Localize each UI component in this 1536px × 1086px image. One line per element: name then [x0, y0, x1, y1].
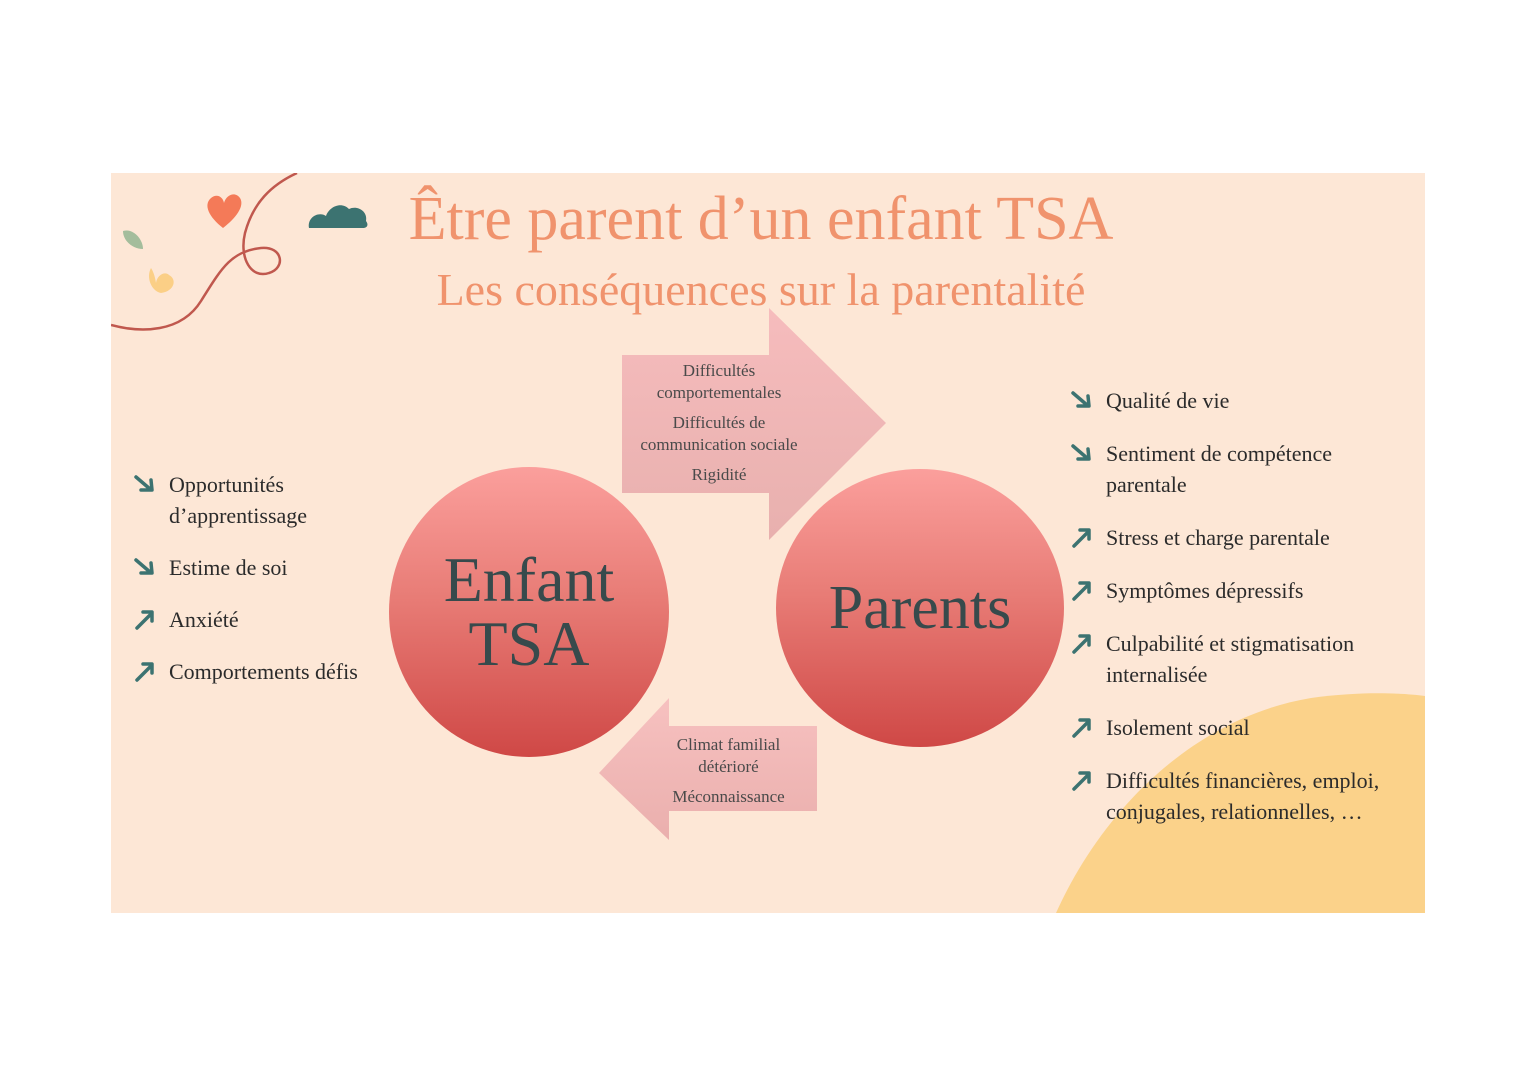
trend-arrow-path	[137, 612, 152, 628]
arrow-right-item: Rigidité	[691, 465, 747, 484]
list-item-text: Stress et charge parentale	[1106, 525, 1330, 550]
page-title: Être parent d’un enfant TSA	[408, 185, 1114, 253]
list-item-text: Qualité de vie	[1106, 388, 1230, 413]
trend-arrow-path	[1073, 393, 1089, 406]
trend-arrow-path	[1074, 530, 1089, 546]
list-item	[1069, 765, 1389, 827]
trend-arrow-path	[1074, 773, 1089, 789]
list-item	[1069, 712, 1389, 743]
trend-arrow-path	[1073, 446, 1089, 459]
trend-arrow-path	[1074, 636, 1089, 652]
list-item	[1069, 628, 1389, 690]
trend-arrow-path	[1074, 583, 1089, 599]
list-item	[132, 469, 402, 531]
arrow-up-right-icon	[132, 606, 158, 632]
trend-arrow-path	[136, 477, 152, 490]
child-consequences-list	[132, 469, 402, 708]
arrow-up-right-icon	[1069, 577, 1095, 603]
list-item-text: Difficultés financières, emploi, conjugales, relationnelles, …	[1106, 768, 1380, 824]
arrow-right-label	[621, 360, 817, 486]
list-item	[132, 656, 402, 687]
arrow-left-label	[651, 734, 806, 808]
trend-arrow-path	[137, 664, 152, 680]
circle-enfant-tsa	[389, 467, 669, 757]
arrow-right-item: Difficultés comportementales	[656, 361, 782, 402]
arrow-up-right-icon	[1069, 714, 1095, 740]
arrow-left-item: Méconnaissance	[672, 787, 785, 806]
arrow-up-right-icon	[1069, 767, 1095, 793]
heart-icon	[207, 194, 241, 228]
arrow-down-right-icon	[132, 554, 158, 580]
list-item	[132, 604, 402, 635]
list-item-text: Isolement social	[1106, 715, 1250, 740]
cloud-icon	[309, 205, 368, 228]
circle-parents	[776, 469, 1064, 747]
list-item	[1069, 575, 1389, 606]
arrow-up-right-icon	[1069, 524, 1095, 550]
arrow-down-right-icon	[1069, 440, 1095, 466]
arrow-left-item: Climat familial détérioré	[676, 735, 781, 776]
arrow-up-right-icon	[132, 658, 158, 684]
list-item	[1069, 438, 1389, 500]
arrow-down-right-icon	[132, 471, 158, 497]
trend-arrow-path	[1074, 720, 1089, 736]
slide	[111, 173, 1425, 913]
list-item-text: Estime de soi	[169, 555, 288, 580]
list-item	[1069, 385, 1389, 416]
swirl-line	[111, 173, 297, 329]
yellow-leaf-icon	[149, 268, 174, 293]
green-leaf-icon	[123, 230, 143, 249]
list-item	[132, 552, 402, 583]
list-item-text: Sentiment de compétence parentale	[1106, 441, 1333, 497]
circle-parents-label: Parents	[828, 573, 1012, 642]
list-item-text: Culpabilité et stigmatisation internalisée	[1106, 631, 1355, 687]
list-item-text: Opportunités d’apprentissage	[169, 472, 308, 528]
list-item-text: Anxiété	[169, 607, 239, 632]
parent-consequences-list	[1069, 385, 1389, 849]
circle-enfant-label: Enfant TSA	[443, 544, 615, 679]
list-item	[1069, 522, 1389, 553]
trend-arrow-path	[136, 560, 152, 573]
list-item-text: Symptômes dépressifs	[1106, 578, 1304, 603]
page-subtitle: Les conséquences sur la parentalité	[436, 264, 1086, 315]
arrow-up-right-icon	[1069, 630, 1095, 656]
list-item-text: Comportements défis	[169, 659, 358, 684]
arrow-right-item: Difficultés de communication sociale	[640, 413, 798, 454]
arrow-down-right-icon	[1069, 387, 1095, 413]
